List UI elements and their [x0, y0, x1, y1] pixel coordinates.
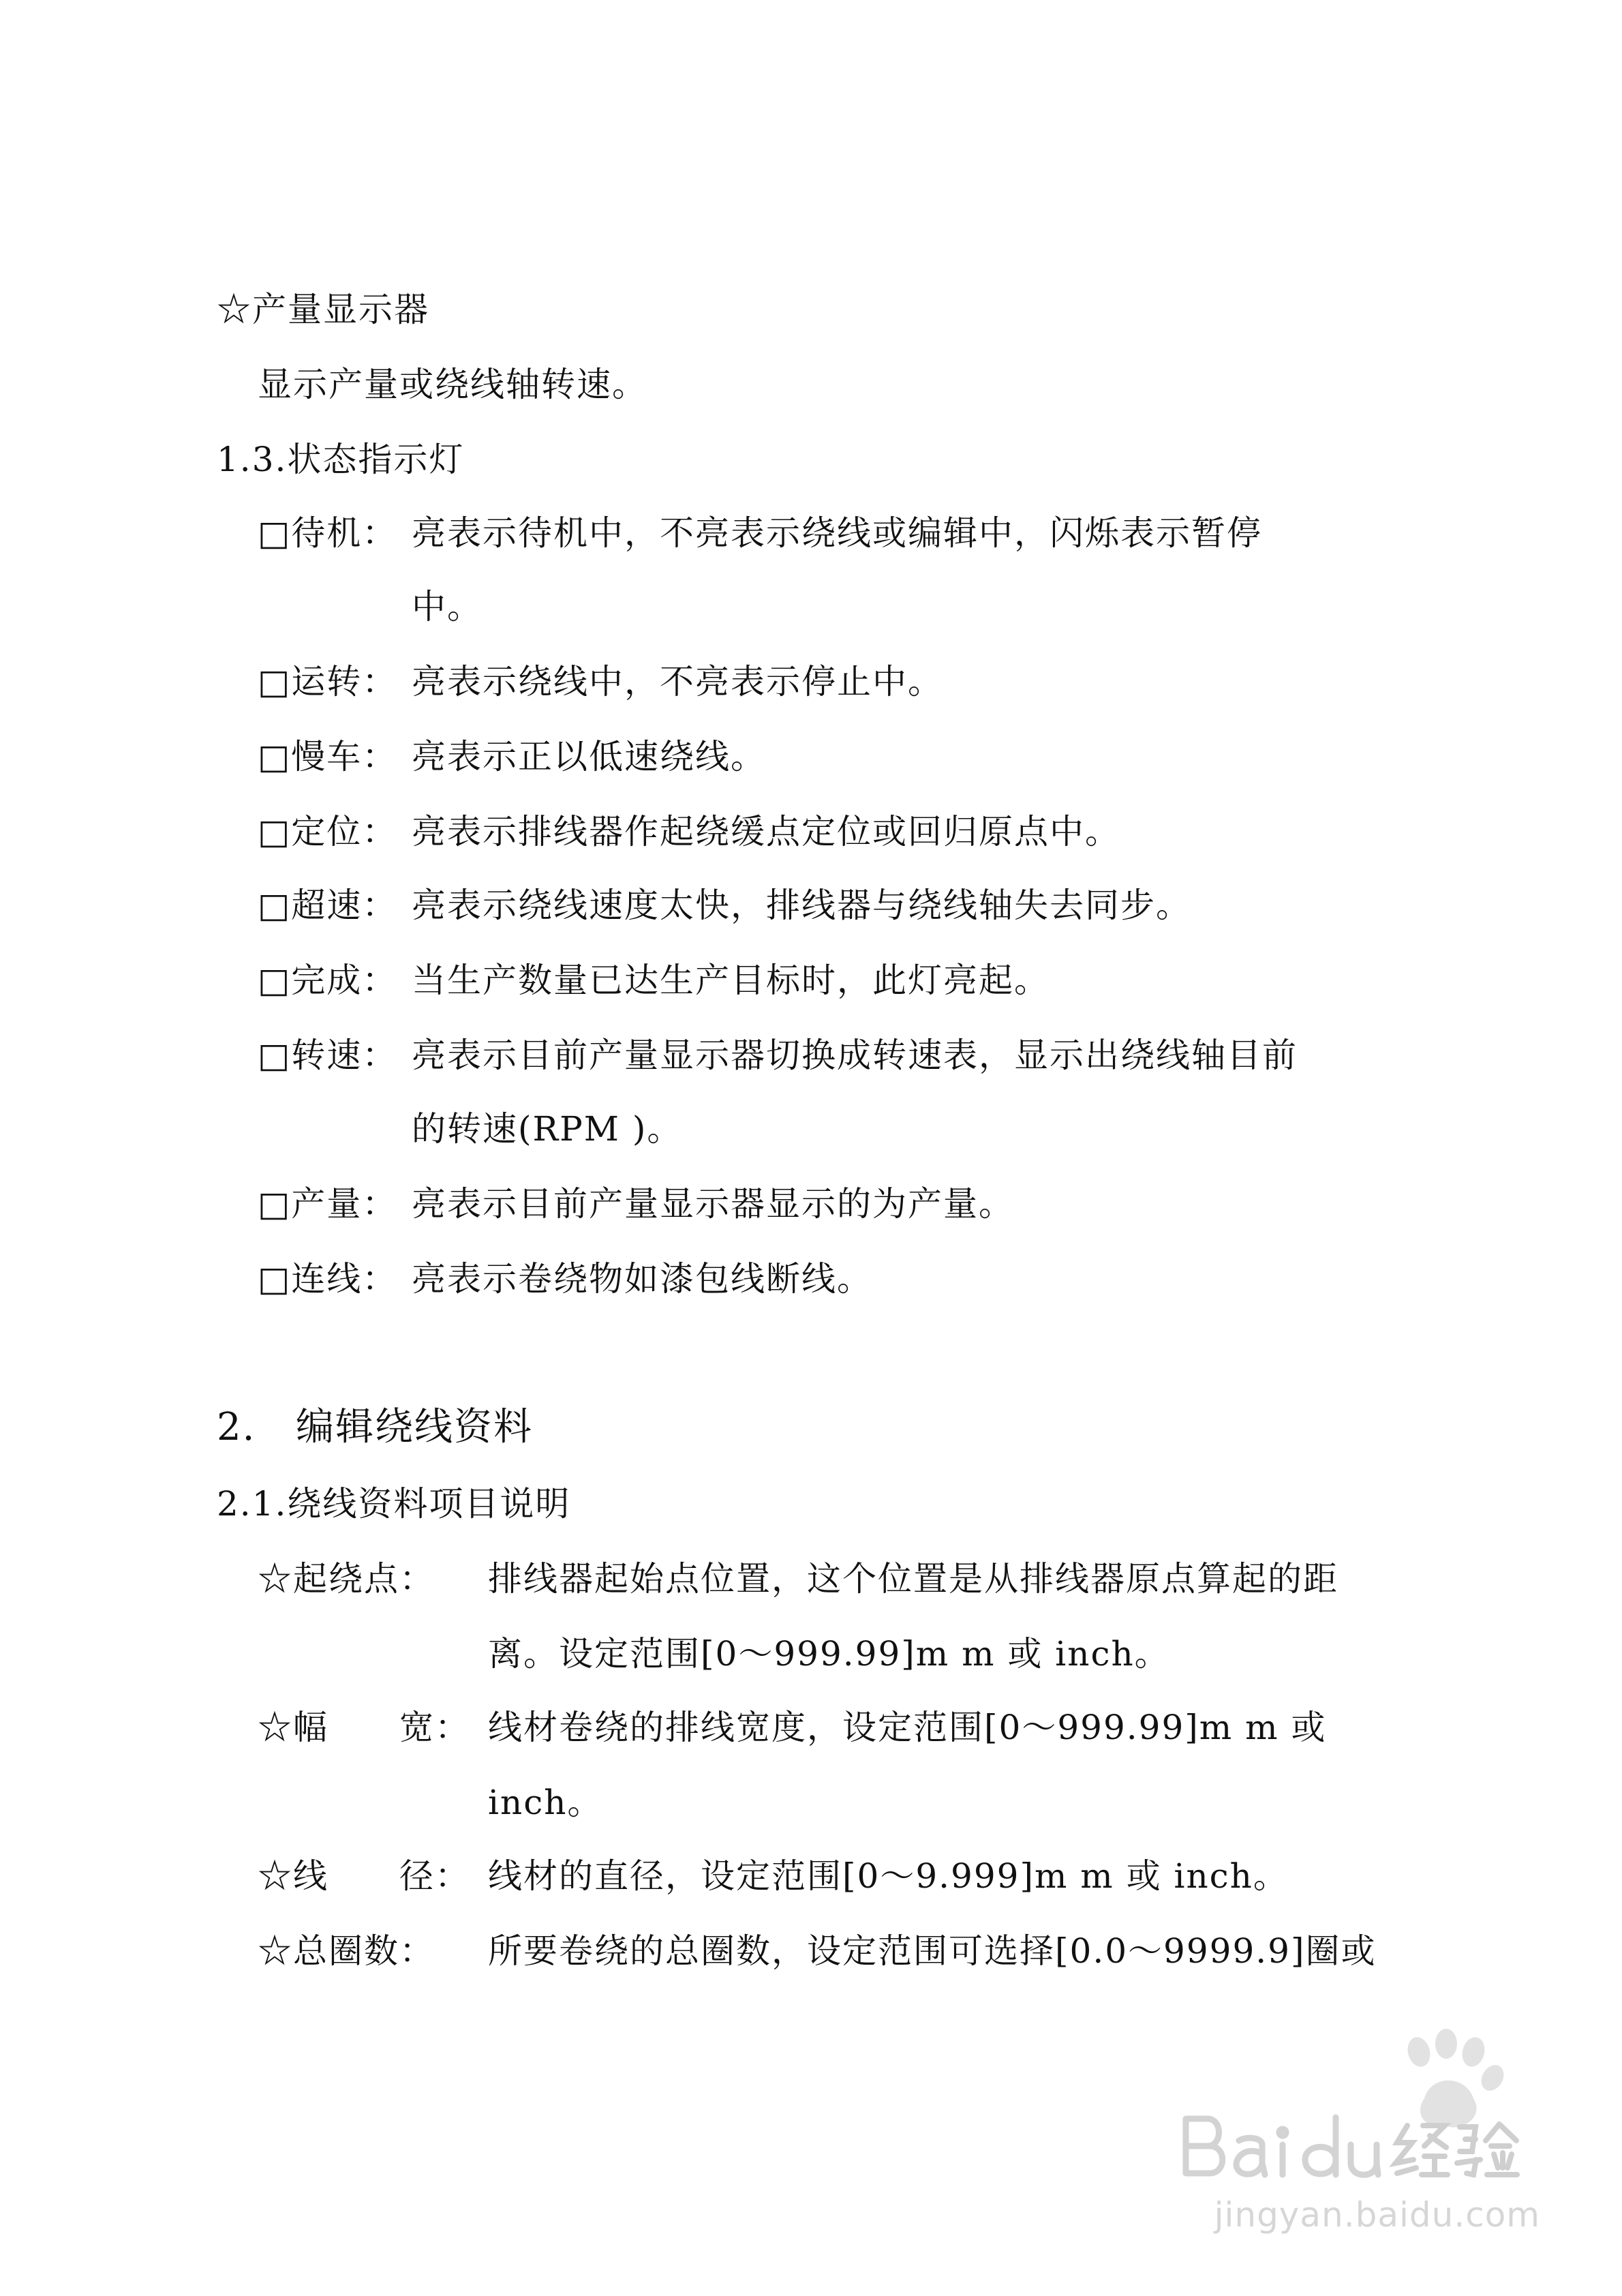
definition-text: inch。 [488, 1783, 603, 1822]
list-item-text: 中。 [412, 587, 483, 626]
definition-label: ☆幅 宽： [258, 1708, 470, 1747]
section-heading-2-1: 2.1.绕线资料项目说明 [217, 1484, 571, 1524]
list-item-text: 亮表示绕线中，不亮表示停止中。 [412, 662, 943, 701]
section-heading-2: 编辑绕线资料 [296, 1405, 533, 1449]
paragraph-product-display: 显示产量或绕线轴转速。 [258, 365, 647, 404]
definition-text: 线材的直径，设定范围[0～9.999]m m 或 inch。 [488, 1856, 1289, 1896]
list-item-text: 亮表示目前产量显示器显示的为产量。 [412, 1184, 1014, 1224]
definition-text: 排线器起始点位置，这个位置是从排线器原点算起的距 [488, 1559, 1338, 1599]
list-item-text: 亮表示绕线速度太快，排线器与绕线轴失去同步。 [412, 886, 1191, 925]
list-item-label: □超速： [258, 886, 398, 925]
list-item-text: 亮表示排线器作起绕缓点定位或回归原点中。 [412, 812, 1120, 851]
list-item-label: □产量： [258, 1184, 398, 1224]
list-item-label: □慢车： [258, 737, 398, 776]
section-heading-1-3: 1.3.状态指示灯 [217, 440, 465, 479]
list-item-text: 亮表示目前产量显示器切换成转速表，显示出绕线轴目前 [412, 1036, 1298, 1075]
section-number-2: 2. [217, 1405, 256, 1449]
definition-text: 线材卷绕的排线宽度，设定范围[0～999.99]m m 或 [488, 1708, 1327, 1747]
list-item-text: 当生产数量已达生产目标时，此灯亮起。 [412, 961, 1050, 1000]
list-item-label: □转速： [258, 1036, 398, 1075]
list-item-label: □待机： [258, 513, 398, 553]
list-item-label: □连线： [258, 1259, 398, 1299]
list-item-label: □定位： [258, 812, 398, 851]
definition-label: ☆总圈数： [258, 1931, 435, 1971]
list-item-label: □运转： [258, 662, 398, 701]
definition-text: 离。设定范围[0～999.99]m m 或 inch。 [488, 1634, 1170, 1674]
list-item-text: 的转速(RPM )。 [412, 1109, 683, 1149]
list-item-text: 亮表示待机中，不亮表示绕线或编辑中，闪烁表示暂停 [412, 513, 1262, 553]
definition-text: 所要卷绕的总圈数，设定范围可选择[0.0～9999.9]圈或 [488, 1931, 1377, 1971]
definition-label: ☆起绕点： [258, 1559, 435, 1599]
definition-label: ☆线 径： [258, 1856, 470, 1896]
list-item-text: 亮表示卷绕物如漆包线断线。 [412, 1259, 872, 1299]
watermark-url: jingyan.baidu.com [1214, 2195, 1540, 2235]
section-heading-product-display: ☆产量显示器 [217, 290, 429, 329]
list-item-text: 亮表示正以低速绕线。 [412, 737, 766, 776]
list-item-label: □完成： [258, 961, 398, 1000]
